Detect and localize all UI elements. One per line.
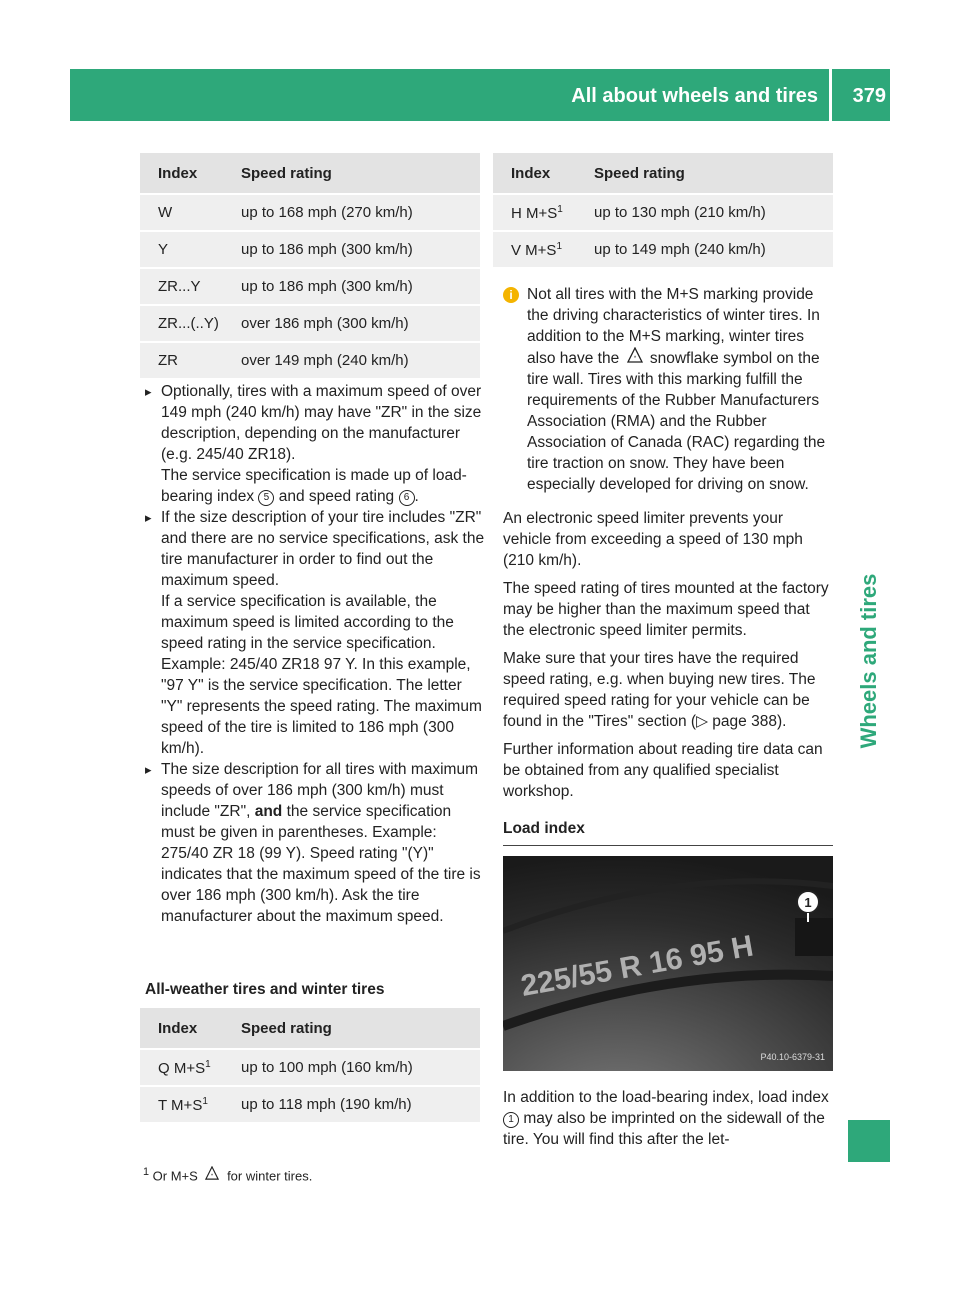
column-header: Index (140, 153, 223, 194)
page-header (70, 69, 890, 121)
table-row (140, 231, 480, 268)
info-note (503, 284, 835, 495)
load-index-heading: Load index (503, 820, 585, 837)
rating-cell: up to 168 mph (270 km/h) (223, 194, 480, 231)
column-header: Index (493, 153, 576, 194)
column-header: Speed rating (576, 153, 833, 194)
tire-marking-text: 225/55 R 16 95 H (518, 929, 756, 1003)
speed-rating-table (140, 153, 480, 378)
list-item (145, 381, 485, 507)
index-cell: V $M+S^1$ (493, 231, 576, 267)
tire-sidewall-image (503, 856, 833, 1071)
index-cell: Q $M+S^1$ (140, 1049, 223, 1086)
load-index-text: In addition to the load-bearing index, load index 1 may also be imprinted on the sidewall of the tire. You will find this after the let- (503, 1089, 829, 1148)
callout-number: 5 (258, 490, 274, 506)
header-separator (829, 69, 832, 121)
speed-limiter-text (503, 508, 835, 809)
list-item (145, 759, 485, 927)
winter-tire-table (140, 1008, 480, 1122)
bullet-text: ▸ Optionally, tires with a maximum speed of over 149 mph (240 km/h) may have "ZR" in the size description, depending on the manufacturer (e.g. 245/40 ZR18). (161, 383, 482, 463)
table-row (493, 231, 833, 267)
table-row (140, 194, 480, 231)
page-number: 379 (852, 85, 886, 107)
rating-cell: over 186 mph (300 km/h) (223, 305, 480, 342)
column-header: Speed rating (223, 153, 480, 194)
speed-rating-bullets (145, 381, 485, 927)
column-header: Speed rating (223, 1008, 480, 1049)
index-cell: ZR...(..Y) (140, 305, 223, 342)
rating-cell: up to 130 mph (210 km/h) (576, 194, 833, 231)
snowflake-mountain-icon (201, 1166, 223, 1183)
rating-cell: up to 149 mph (240 km/h) (576, 231, 833, 267)
info-icon: i (503, 287, 519, 303)
index-cell: W (140, 194, 223, 231)
section-heading: All-weather tires and winter tires (145, 981, 385, 998)
bullet-subtext: The service specification is made up of load-bearing index 5 and speed rating 6 . (161, 467, 467, 505)
callout-number: 1 (503, 1112, 519, 1128)
rating-cell: over 149 mph (240 km/h) (223, 342, 480, 378)
index-cell: ZR...Y (140, 268, 223, 305)
side-marker (848, 1120, 890, 1162)
column-header: Index (140, 1008, 223, 1049)
svg-text:*: * (211, 1173, 214, 1180)
index-cell: ZR (140, 342, 223, 378)
paragraph: The speed rating of tires mounted at the factory may be higher than the maximum speed that the electronic speed limiter permits. (503, 580, 829, 639)
table-row (140, 342, 480, 378)
index-cell: Y (140, 231, 223, 268)
bullet-text: ▸ If the size description of your tire includes "ZR" and there are no service specifications, ask the tire manufacturer in order to find out the maximum speed. (161, 509, 485, 589)
ms-tire-table (493, 153, 833, 267)
index-cell: T $M+S^1$ (140, 1086, 223, 1122)
header-title: All about wheels and tires (571, 85, 818, 107)
side-chapter-label: Wheels and tires (856, 573, 881, 749)
footnote: $^1$ Or M+S * for winter tires. (143, 1166, 313, 1184)
heading-rule (503, 845, 833, 846)
list-item (145, 507, 485, 759)
table-row (140, 1049, 480, 1086)
callout-number: 6 (399, 490, 415, 506)
snowflake-mountain-icon (624, 347, 646, 369)
paragraph: Make sure that your tires have the required speed rating, e.g. when buying new tires. The required speed rating for your vehicle can be found in the "Tires" section (▷ page 388). (503, 650, 816, 730)
table-row (140, 1086, 480, 1122)
rating-cell: up to 186 mph (300 km/h) (223, 268, 480, 305)
svg-text:*: * (633, 356, 636, 362)
rating-cell: up to 100 mph (160 km/h) (223, 1049, 480, 1086)
callout-number: 1 (804, 895, 812, 910)
rating-cell: up to 186 mph (300 km/h) (223, 231, 480, 268)
rating-cell: up to 118 mph (190 km/h) (223, 1086, 480, 1122)
note-text: Not all tires with the M+S marking provide the driving characteristics of winter tires. In addition to the M+S marking, winter tires also have the * snowflake symbol on the tire wall. Tires with this marking fulfill the requirements of the Rubber Manufacturers Association (RMA) and the Rubber Association of Canada (RAC) regarding the tire traction on snow. They have been especially developed for driving on snow. (527, 286, 826, 493)
table-row (493, 194, 833, 231)
image-code: P40.10-6379-31 (760, 1052, 825, 1062)
index-cell: H $M+S^1$ (493, 194, 576, 231)
bullet-subtext: If a service specification is available, the maximum speed is limited according to the speed rating in the service specification. Example: 245/40 ZR18 97 Y. In this example, "97 Y" is the service specification. The letter "Y" represents the speed rating. The maximum speed of the tire is limited to 186 mph (300 km/h). (161, 593, 482, 757)
table-row (140, 268, 480, 305)
table-row (140, 305, 480, 342)
paragraph: An electronic speed limiter prevents your vehicle from exceeding a speed of 130 mph (210 km/h). (503, 510, 803, 569)
bullet-text: ▸ The size description for all tires with maximum speeds of over 186 mph (300 km/h) must include "ZR", and the service specification must be given in parentheses. Example: 275/40 ZR 18 (99 Y). Speed rating "(Y)" indicates that the maximum speed of the tire is over 186 mph (300 km/h). Ask the tire manufacturer about the maximum speed. (161, 761, 481, 925)
paragraph: Further information about reading tire data can be obtained from any qualified specialist workshop. (503, 741, 823, 800)
